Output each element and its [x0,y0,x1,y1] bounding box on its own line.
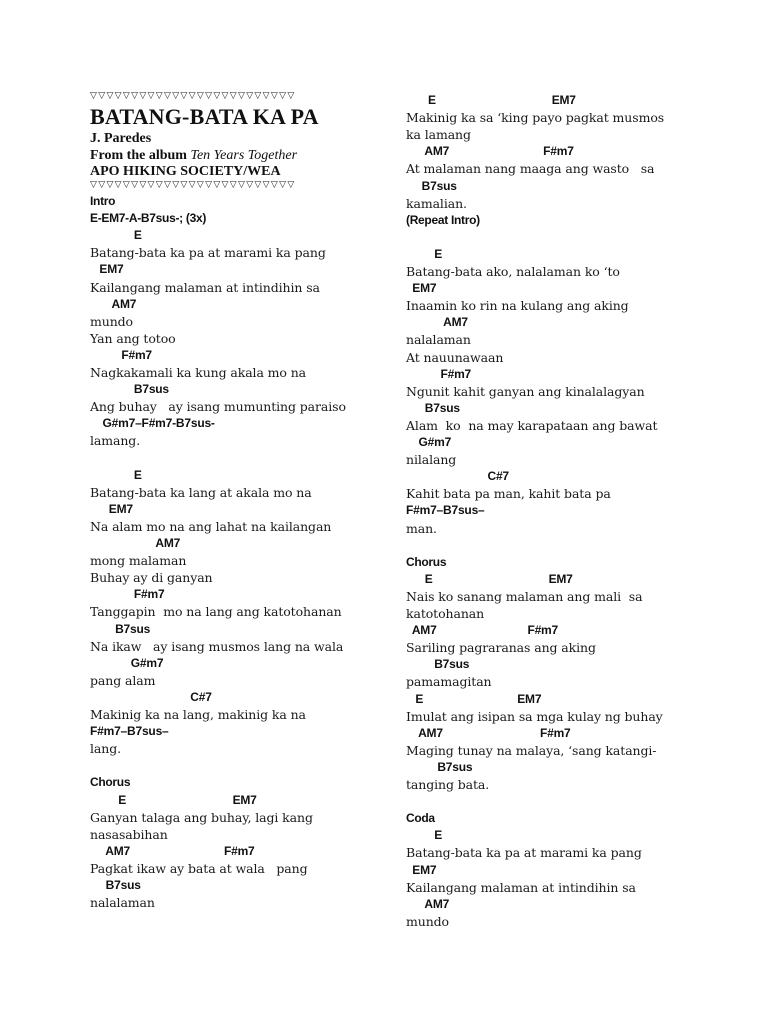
lyric-line: Batang-bata ka lang at akala mo na [90,484,312,500]
chord-line: AM7 [406,896,450,911]
lyric-line: Ang buhay ay isang mumunting paraiso [90,399,346,415]
section-label: Intro [90,194,116,208]
chord-line: E EM7 [406,93,576,107]
section-label: Chorus [406,554,447,569]
lyric-line: Batang-bata ka pa at marami ka pang [90,245,326,261]
lyric-line: Kailangang malaman at intindihin sa [406,879,636,895]
lyric-line: Sariling pagraranas ang aking [406,640,596,656]
lyric-line: lamang. [90,433,141,449]
chord-line: AM7 F#m7 [90,843,255,858]
chord-line: F#m7 [90,347,152,362]
chord-line: G#m7–F#m7-B7sus- [90,416,215,431]
chord-line: AM7 F#m7 [406,144,574,159]
song-title: BATANG-BATA KA PA [90,104,319,129]
chord-line: AM7 [90,296,137,311]
chord-line: C#7 [90,689,212,704]
song-author: J. Paredes [90,131,152,146]
lyric-line: nalalaman [90,895,155,911]
lyric-line: man. [406,520,437,536]
chord-line: AM7 F#m7 [406,725,571,740]
lyric-line: Makinig ka na lang, makinig ka na [90,707,306,722]
chord-line: EM7 [406,862,437,877]
lyric-line: nalalaman [406,332,471,348]
lyric-line: Batang-bata ka pa at marami ka pang [406,845,642,861]
chord-line: E EM7 [90,792,257,807]
album-line [90,148,297,164]
lyric-line: Batang-bata ako, nalalaman ko ‘to [406,264,620,279]
lyric-line: Yan ang totoo [90,330,176,346]
lyric-line: At nauunawaan [406,349,504,365]
chord-line: EM7 [90,262,124,277]
chord-line: G#m7 [406,435,452,449]
lyric-line: tanging bata. [406,777,490,792]
section-label: E-EM7-A-B7sus-; (3x) [90,211,207,226]
chord-line: E [90,228,142,243]
lyric-line: Na alam mo na ang lahat na kailangan [90,518,332,534]
section-label: Coda [406,811,435,826]
lyric-line: Imulat ang isipan sa mga kulay ng buhay [406,708,663,724]
lyric-line: kamalian. [406,195,467,211]
triangle-border-top: ▽▽▽▽▽▽▽▽▽▽▽▽▽▽▽▽▽▽▽▽▽▽▽▽▽ [90,91,296,101]
lyric-line: Maging tunay na malaya, ‘sang katangi- [406,742,657,758]
lyric-line: lang. [90,741,121,757]
chord-line: AM7 [90,536,181,550]
chord-line: C#7 [406,469,509,484]
lyric-line: At malaman nang maaga ang wasto sa [406,161,655,177]
lyric-line: Pagkat ikaw ay bata at wala pang [90,860,308,876]
section-label: (Repeat Intro) [406,212,480,227]
chord-line: B7sus [406,178,457,193]
lyric-line: Nagkakamali ka kung akala mo na [90,365,307,380]
lyric-line: Tanggapin mo na lang ang katotohanan [90,604,342,620]
chord-line: E EM7 [406,571,573,586]
lyric-line: Kailangang malaman at intindihin sa [90,279,320,295]
lyric-line: Buhay ay di ganyan [90,570,213,586]
chord-line: E [90,467,142,482]
chord-line: F#m7 [90,587,165,602]
triangle-border-bottom: ▽▽▽▽▽▽▽▽▽▽▽▽▽▽▽▽▽▽▽▽▽▽▽▽▽ [90,180,296,190]
lyric-line: pamamagitan [406,674,492,690]
chord-line: EM7 [90,501,133,516]
lyric-line: ka lamang [406,127,471,143]
lyric-line: mong malaman [90,553,187,569]
lyric-line: pang alam [90,672,156,688]
chord-line: F#m7–B7sus– [406,503,485,518]
lyric-line: katotohanan [406,606,485,621]
chord-line: B7sus [406,657,470,672]
lyric-line: Alam ko na may karapataan ang bawat [406,417,658,433]
lyric-line: nasasabihan [90,826,168,842]
chord-line: EM7 [406,281,437,296]
lyric-line: mundo [90,313,133,329]
lyric-line: Inaamin ko rin na kulang ang aking [406,298,629,314]
album-prefix: From the album [90,148,191,163]
lyric-line: Nais ko sanang malaman ang mali sa [406,588,643,604]
lyric-line: Makinig ka sa ‘king payo pagkat musmos [406,110,665,126]
chord-line: B7sus [406,759,473,774]
chord-line: B7sus [90,621,151,636]
lyric-line: mundo [406,913,449,929]
album-name: Ten Years Together [190,148,298,163]
chord-line: B7sus [90,382,169,397]
chord-line: F#m7 [406,366,472,381]
lyric-line: Na ikaw ay isang musmos lang na wala [90,638,344,654]
chord-line: AM7 [406,315,468,330]
chord-line: B7sus [406,400,460,415]
chord-line: AM7 F#m7 [406,623,558,638]
lyric-line: Ganyan talaga ang buhay, lagi kang [90,809,313,825]
section-label: Chorus [90,775,131,790]
chord-line: E [406,246,443,261]
chord-line: G#m7 [90,655,164,670]
chord-line: E [406,828,443,843]
lyric-line: nilalang [406,452,457,468]
song-artist: APO HIKING SOCIETY/WEA [90,164,281,179]
chord-line: B7sus [90,878,141,892]
chord-line: E EM7 [406,691,542,706]
chord-line: F#m7–B7sus– [90,724,169,739]
lyric-line: Kahit bata pa man, kahit bata pa [406,486,611,502]
lyric-line: Ngunit kahit ganyan ang kinalalagyan [406,383,645,399]
